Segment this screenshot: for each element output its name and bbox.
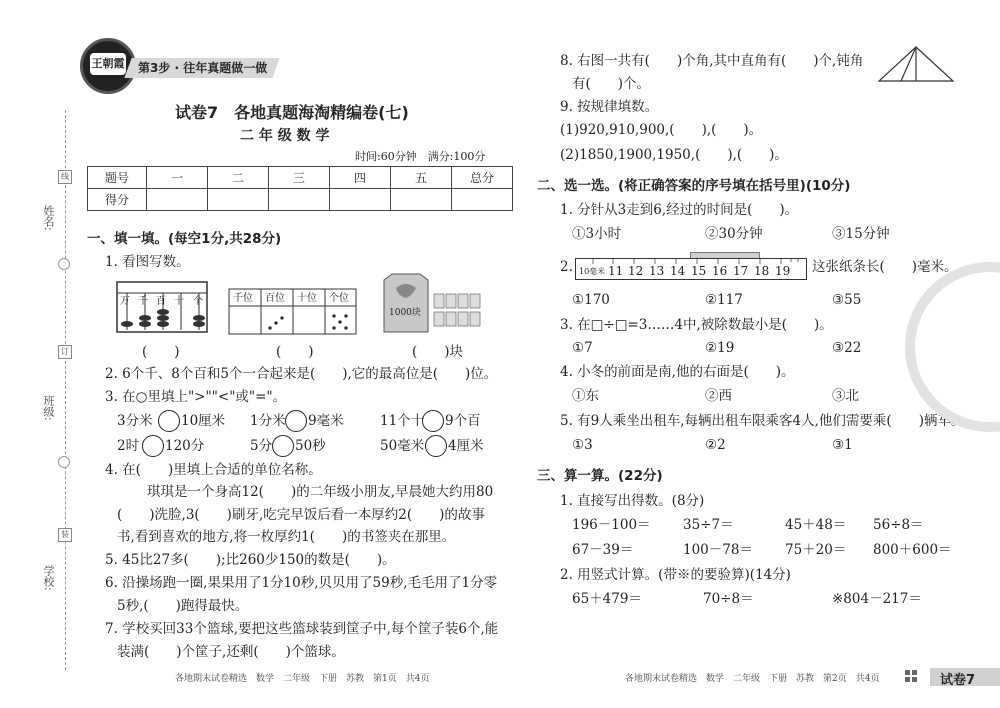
compare-right: 10厘米 — [181, 413, 226, 429]
calc-item: 45＋48＝ — [785, 517, 847, 533]
calc-2: 2. 用竖式计算。(带※的要验算)(14分) — [560, 567, 791, 583]
score-entry[interactable] — [330, 189, 391, 211]
choice-2-option-a[interactable]: ①170 — [572, 292, 610, 308]
choice-5: 5. 有9人乘坐出租车,每辆出租车限乘客4人,他们需要乘( )辆车。 — [560, 413, 965, 429]
abacus-label-ge: 个 — [193, 296, 203, 307]
calc-item: 196－100＝ — [572, 517, 651, 533]
abacus-label-bai: 百 — [156, 296, 166, 307]
compare-right: 120分 — [165, 438, 205, 454]
ruler-tick: 15 — [691, 264, 707, 278]
calc-item: 100－78＝ — [683, 542, 753, 558]
question-3: 3. 在○里填上">""<"或"="。 — [105, 389, 287, 405]
compare-circle[interactable] — [285, 410, 307, 432]
score-cell: 总分 — [452, 167, 513, 189]
exam-subtitle: 二 年 级 数 学 — [240, 128, 330, 144]
choice-2-number: 2. — [560, 259, 573, 275]
margin-mark-line: 线 — [58, 170, 72, 184]
binding-line — [65, 110, 66, 670]
calc-item: 75＋20＝ — [785, 542, 847, 558]
place-header-shi: 十位 — [297, 293, 317, 304]
answer-blank-1c[interactable]: ( )块 — [412, 344, 464, 360]
margin-hole — [58, 456, 70, 468]
exam-meta: 时间:60分钟 满分:100分 — [355, 150, 486, 163]
question-9-2: (2)1850,1900,1950,( ),( )。 — [560, 147, 788, 163]
choice-3-option-b[interactable]: ②19 — [705, 340, 735, 356]
ruler-tick: 13 — [649, 264, 665, 278]
choice-4: 4. 小冬的前面是南,他的右面是( )。 — [560, 364, 795, 380]
question-6-line-2: 5秒,( )跑得最快。 — [117, 598, 249, 614]
question-7-line-1: 7. 学校买回33个篮球,要把这些篮球装到筐子中,每个筐子装6个,能 — [105, 621, 499, 637]
choice-3-option-c[interactable]: ③22 — [832, 340, 862, 356]
score-cell: 一 — [147, 167, 208, 189]
score-cell: 二 — [208, 167, 269, 189]
choice-2-tail: 这张纸条长( )毫米。 — [812, 259, 958, 275]
compare-right: 9毫米 — [308, 413, 344, 429]
seal-watermark — [905, 262, 1000, 432]
ruler-tick: 18 — [754, 264, 770, 278]
score-entry[interactable] — [391, 189, 452, 211]
score-entry[interactable] — [452, 189, 513, 211]
question-8-line-1: 8. 右图一共有( )个角,其中直角有( )个,钝角 — [560, 53, 864, 69]
choice-1-option-a[interactable]: ①3小时 — [572, 226, 622, 242]
score-cell: 三 — [269, 167, 330, 189]
compare-circle[interactable] — [158, 410, 180, 432]
score-cell: 题号 — [88, 167, 147, 189]
compare-left: 50毫米 — [380, 438, 425, 454]
choice-1-option-c[interactable]: ③15分钟 — [832, 226, 890, 242]
choice-1: 1. 分针从3走到6,经过的时间是( )。 — [560, 202, 799, 218]
ruler-tick: 17 — [733, 264, 749, 278]
ruler-tick: 12 — [628, 264, 644, 278]
answer-blank-1a[interactable]: ( ) — [142, 344, 180, 360]
question-4-line-1: 琪琪是一个身高12( )的二年级小朋友,早晨她大约用80 — [147, 484, 494, 500]
compare-left: 3分米 — [117, 413, 153, 429]
score-table-score-row — [88, 189, 513, 211]
choice-3: 3. 在□÷□=3……4中,被除数最小是( )。 — [560, 317, 833, 333]
calc-item: 800＋600＝ — [873, 542, 952, 558]
exam-tab — [930, 668, 1000, 686]
choice-4-option-b[interactable]: ②西 — [705, 388, 732, 404]
compare-left: 1分米 — [250, 413, 286, 429]
question-7-line-2: 装满( )个筐子,还剩( )个篮球。 — [117, 644, 345, 660]
choice-5-option-a[interactable]: ①3 — [572, 437, 593, 453]
choice-2-option-b[interactable]: ②117 — [705, 292, 743, 308]
compare-left: 11个十 — [380, 413, 425, 429]
exam-tab-label: 试卷7 — [940, 673, 976, 688]
choice-4-option-c[interactable]: ③北 — [832, 388, 859, 404]
compare-circle[interactable] — [272, 435, 294, 457]
question-2: 2. 6个千、8个百和5个一合起来是( ),它的最高位是( )位。 — [105, 366, 498, 382]
vertical-calc-item: ※804－217＝ — [832, 591, 922, 607]
score-entry[interactable] — [147, 189, 208, 211]
choice-3-option-a[interactable]: ①7 — [572, 340, 593, 356]
margin-mark-zhuang: 装 — [58, 528, 72, 542]
score-entry[interactable] — [269, 189, 330, 211]
score-cell: 五 — [391, 167, 452, 189]
question-4: 4. 在( )里填上合适的单位名称。 — [105, 462, 322, 478]
choice-4-option-a[interactable]: ①东 — [572, 388, 599, 404]
place-header-bai: 百位 — [265, 293, 285, 304]
score-table — [87, 166, 513, 211]
question-4-line-2: ( )洗脸,3( )刷牙,吃完早饭后看一本厚约2( )的故事 — [117, 507, 485, 523]
abacus-label-shi: 十 — [174, 296, 184, 307]
ruler-tick: 11 — [608, 264, 624, 278]
compare-left: 2时 — [117, 438, 140, 454]
calc-item: 35÷7＝ — [683, 517, 734, 533]
question-5: 5. 45比27多( );比260少150的数是( )。 — [105, 552, 396, 568]
calc-item: 56÷8＝ — [873, 517, 924, 533]
answer-blank-1b[interactable]: ( ) — [276, 344, 314, 360]
blocks-figure — [382, 272, 492, 334]
question-4-line-3: 书,看到喜欢的地方,将一枚厚约1( )的书签夹在那里。 — [117, 529, 456, 545]
choice-1-option-b[interactable]: ②30分钟 — [705, 226, 763, 242]
angle-triangle-figure — [876, 44, 956, 84]
compare-right: 9个百 — [445, 413, 481, 429]
footer-left: 各地期末试卷精选 数学 二年级 下册 苏教 第1页 共4页 — [175, 674, 430, 684]
abacus-label-wan: 万 — [120, 296, 130, 307]
section-1-heading: 一、填一填。(每空1分,共28分) — [87, 231, 282, 247]
choice-2-option-c[interactable]: ③55 — [832, 292, 862, 308]
choice-5-option-b[interactable]: ②2 — [705, 437, 726, 453]
section-2-heading: 二、选一选。(将正确答案的序号填在括号里)(10分) — [537, 178, 851, 194]
margin-hole — [58, 258, 70, 270]
question-9-1: (1)920,910,900,( ),( )。 — [560, 122, 763, 138]
compare-right: 4厘米 — [448, 438, 484, 454]
question-8-line-2: 有( )个。 — [572, 76, 651, 92]
place-header-qian: 千位 — [233, 293, 253, 304]
class-label: 班级: — [42, 395, 55, 421]
grid-icon — [905, 669, 919, 683]
step-label: 第3步 · 往年真题做一做 — [138, 61, 268, 75]
margin-mark-ding: 订 — [58, 345, 72, 359]
ruler-label: 10毫米 — [579, 267, 606, 276]
place-header-ge: 个位 — [329, 293, 349, 304]
choice-5-option-c[interactable]: ③1 — [832, 437, 853, 453]
calc-item: 67－39＝ — [572, 542, 634, 558]
compare-circle[interactable] — [425, 435, 447, 457]
exam-title: 试卷7 各地真题海淘精编卷(七) — [175, 103, 409, 122]
ruler-tick: 16 — [712, 264, 728, 278]
abacus-label-qian: 千 — [138, 296, 148, 307]
vertical-calc-item: 70÷8＝ — [703, 591, 754, 607]
compare-circle[interactable] — [142, 435, 164, 457]
compare-right: 50秒 — [295, 438, 326, 454]
compare-circle[interactable] — [422, 410, 444, 432]
calc-1: 1. 直接写出得数。(8分) — [560, 493, 705, 509]
score-cell: 得分 — [88, 189, 147, 211]
ruler-tick: 19 — [775, 264, 791, 278]
score-cell: 四 — [330, 167, 391, 189]
compare-left: 5分 — [250, 438, 273, 454]
score-table-header-row — [88, 167, 513, 189]
vertical-calc-item: 65＋479＝ — [572, 591, 642, 607]
question-6-line-1: 6. 沿操场跑一圈,果果用了1分10秒,贝贝用了59秒,毛毛用了1分零 — [105, 575, 498, 591]
school-label: 学校: — [42, 565, 55, 591]
question-1: 1. 看图写数。 — [105, 254, 190, 270]
ruler-tick: 14 — [670, 264, 686, 278]
section-3-heading: 三、算一算。(22分) — [537, 468, 663, 484]
footer-right: 各地期末试卷精选 数学 二年级 下册 苏教 第2页 共4页 — [625, 674, 880, 684]
logo-text: 王朝霞 — [90, 53, 126, 75]
question-9: 9. 按规律填数。 — [560, 99, 659, 115]
student-name-label: 姓名: — [42, 205, 55, 231]
score-entry[interactable] — [208, 189, 269, 211]
block-label: 1000块 — [389, 308, 421, 318]
